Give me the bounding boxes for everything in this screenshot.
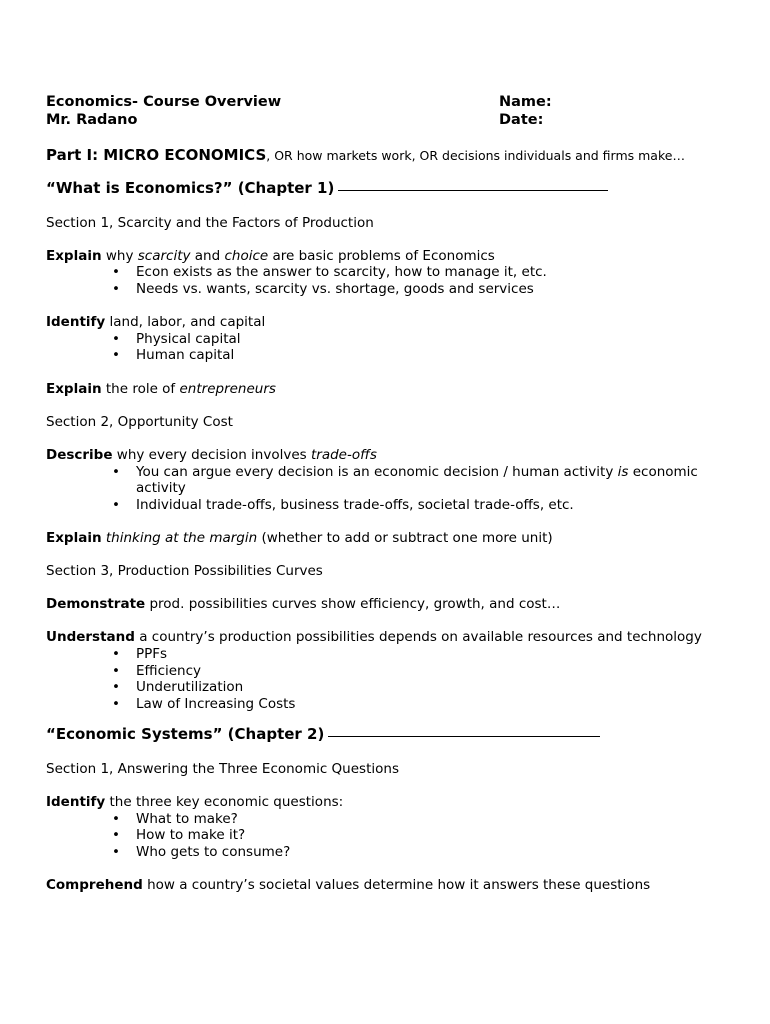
teacher-name: Mr. Radano	[46, 112, 138, 128]
text: land, labor, and capital	[105, 314, 266, 331]
text: why every decision involves	[112, 446, 311, 463]
text: economic activity	[136, 463, 698, 497]
text: how a country’s societal values determine how it answers these questions	[142, 877, 651, 894]
italic-term: trade-offs	[310, 446, 377, 463]
list-item: • How to make it?	[46, 827, 736, 844]
chapter-2-title: “Economic Systems” (Chapter 2)	[46, 725, 325, 744]
verb: Identify	[46, 314, 106, 331]
text: the three key economic questions:	[105, 794, 344, 811]
text: why	[101, 247, 138, 264]
explain-entrepreneurs-line	[46, 381, 736, 398]
date-label: Date:	[499, 112, 544, 128]
chapter-1-section-2: Section 2, Opportunity Cost	[46, 413, 233, 430]
part-title: Part I: MICRO ECONOMICS	[46, 146, 267, 164]
list-item	[46, 464, 736, 497]
chapter-1-section-3: Section 3, Production Possibilities Curves	[46, 563, 323, 580]
part-heading	[46, 145, 736, 166]
verb: Explain	[46, 529, 102, 546]
describe-tradeoffs-bullets	[46, 464, 736, 514]
verb: Demonstrate	[46, 596, 146, 613]
list-item: • Physical capital	[46, 331, 736, 348]
list-item: • Human capital	[46, 347, 736, 364]
text: and	[190, 247, 225, 264]
italic-term: entrepreneurs	[179, 380, 276, 397]
describe-tradeoffs-line	[46, 447, 736, 464]
list-item: • Underutilization	[46, 679, 736, 696]
text: prod. possibilities curves show efficiency, growth, and cost…	[145, 596, 561, 613]
course-title: Economics- Course Overview	[46, 94, 282, 110]
explain-margin-line	[46, 530, 736, 547]
list-item: • Efficiency	[46, 663, 736, 680]
verb: Identify	[46, 794, 106, 811]
verb: Describe	[46, 446, 113, 463]
text: You can argue every decision is an economic decision / human activity	[136, 463, 618, 480]
italic-term: thinking at the margin	[101, 529, 258, 546]
identify-questions-bullets	[46, 811, 736, 861]
italic-term: choice	[224, 247, 269, 264]
list-item: • Econ exists as the answer to scarcity, how to manage it, etc.	[46, 264, 736, 281]
text: (whether to add or subtract one more unit)	[257, 529, 553, 546]
chapter-2-underline	[328, 736, 600, 737]
part-subtitle: , OR how markets work, OR decisions individuals and firms make…	[266, 148, 685, 163]
chapter-1-title: “What is Economics?” (Chapter 1)	[46, 179, 335, 197]
chapter-1-section-1: Section 1, Scarcity and the Factors of Production	[46, 214, 374, 231]
understand-line	[46, 629, 736, 646]
chapter-1-heading	[46, 178, 736, 198]
demonstrate-line	[46, 596, 736, 613]
text: are basic problems of Economics	[268, 247, 495, 264]
text: the role of	[101, 380, 180, 397]
list-item: • PPFs	[46, 646, 736, 663]
verb: Explain	[46, 380, 102, 397]
comprehend-line	[46, 877, 736, 894]
list-item: • Needs vs. wants, scarcity vs. shortage, goods and services	[46, 281, 736, 298]
identify-capital-bullets	[46, 331, 736, 364]
verb: Understand	[46, 629, 135, 646]
list-item: • Who gets to consume?	[46, 844, 736, 861]
chapter-2-section-1: Section 1, Answering the Three Economic Questions	[46, 761, 399, 777]
list-item: • Individual trade-offs, business trade-offs, societal trade-offs, etc.	[46, 497, 736, 514]
name-label: Name:	[499, 94, 552, 110]
verb: Comprehend	[46, 877, 143, 894]
understand-bullets	[46, 646, 736, 712]
list-item: • Law of Increasing Costs	[46, 696, 736, 713]
identify-questions-line	[46, 794, 736, 811]
italic-term: is	[617, 463, 629, 480]
header-row-2	[46, 111, 736, 129]
explain-scarcity-bullets	[46, 264, 736, 297]
list-item: • What to make?	[46, 811, 736, 828]
identify-capital-line	[46, 314, 736, 331]
chapter-1-underline	[338, 190, 608, 191]
chapter-2-heading	[46, 724, 736, 744]
text: a country’s production possibilities depends on available resources and technology	[134, 629, 702, 646]
italic-term: scarcity	[137, 247, 191, 264]
header-row-1	[46, 93, 736, 111]
document-page	[46, 93, 736, 894]
verb: Explain	[46, 247, 102, 264]
explain-scarcity-line	[46, 248, 736, 265]
